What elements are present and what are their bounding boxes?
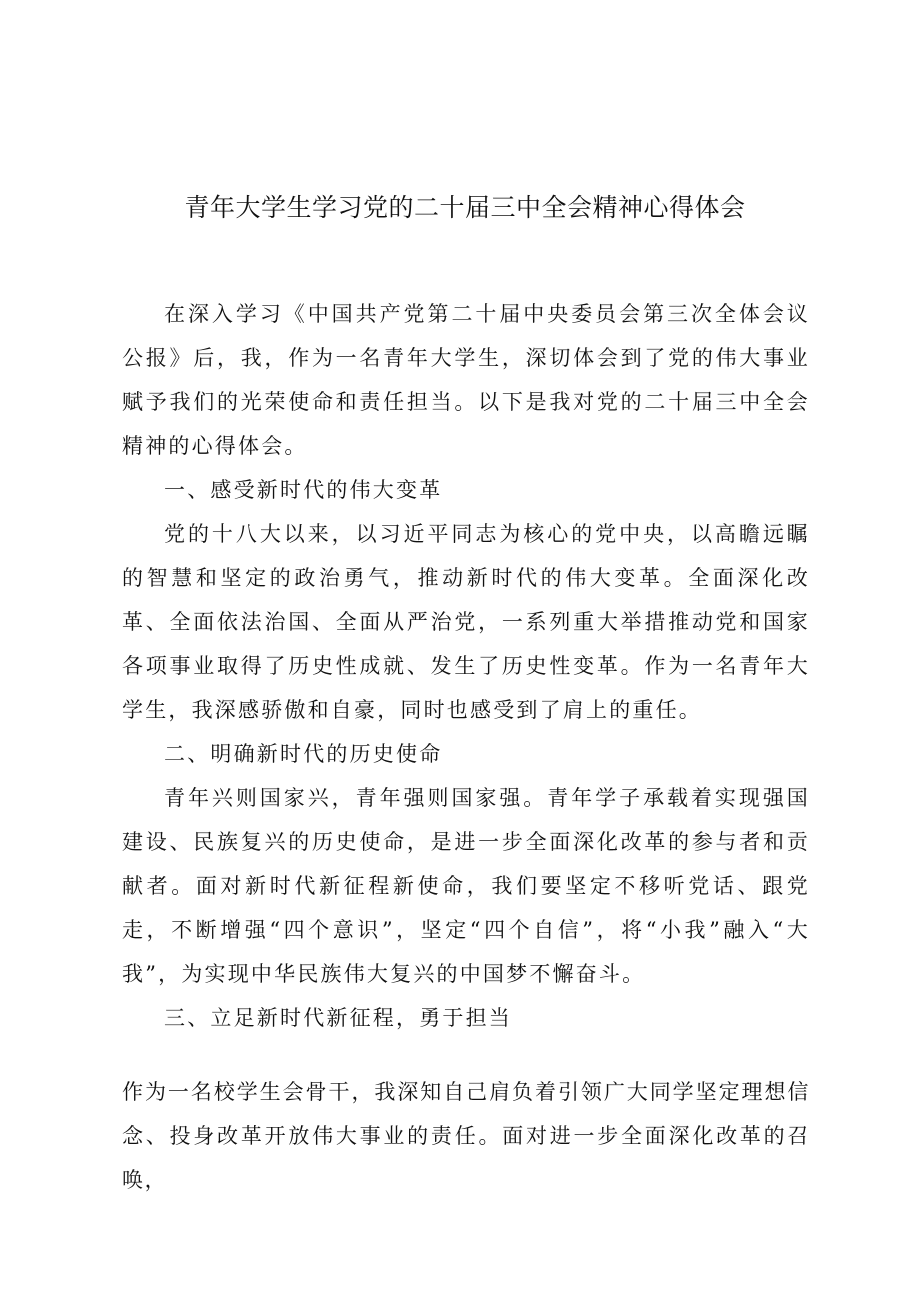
section-heading-1: 一、感受新时代的伟大变革 — [164, 478, 443, 502]
document-body — [122, 292, 810, 1202]
section-1-paragraph: 党的十八大以来，以习近平同志为核心的党中央，以高瞻远瞩的智慧和坚定的政治勇气，推动新时代的伟大变革。全面深化改革、全面依法治国、全面从严治党，一系列重大举措推动党和国家各项事业取得了历史性成就、发生了历史性变革。作为一名青年大学生，我深感骄傲和自豪，同时也感受到了肩上的重任。 — [122, 522, 810, 722]
document-title: 青年大学生学习党的二十届三中全会精神心得体会 — [184, 193, 746, 222]
section-3-paragraph: 作为一名校学生会骨干，我深知自己肩负着引领广大同学坚定理想信念、投身改革开放伟大事业的责任。面对进一步全面深化改革的召唤， — [122, 1080, 810, 1192]
section-heading-2: 二、明确新时代的历史使命 — [164, 742, 443, 766]
section-heading-3: 三、立足新时代新征程，勇于担当 — [164, 1006, 512, 1030]
intro-paragraph: 在深入学习《中国共产党第二十届中央委员会第三次全体会议公报》后，我，作为一名青年大学生，深切体会到了党的伟大事业赋予我们的光荣使命和责任担当。以下是我对党的二十届三中全会精神的心得体会。 — [122, 302, 810, 458]
section-2-paragraph: 青年兴则国家兴，青年强则国家强。青年学子承载着实现强国建设、民族复兴的历史使命，是进一步全面深化改革的参与者和贡献者。面对新时代新征程新使命，我们要坚定不移听党话、跟党走，不断增强“四个意识”，坚定“四个自信”，将“小我”融入“大我”，为实现中华民族伟大复兴的中国梦不懈奋斗。 — [122, 786, 810, 986]
